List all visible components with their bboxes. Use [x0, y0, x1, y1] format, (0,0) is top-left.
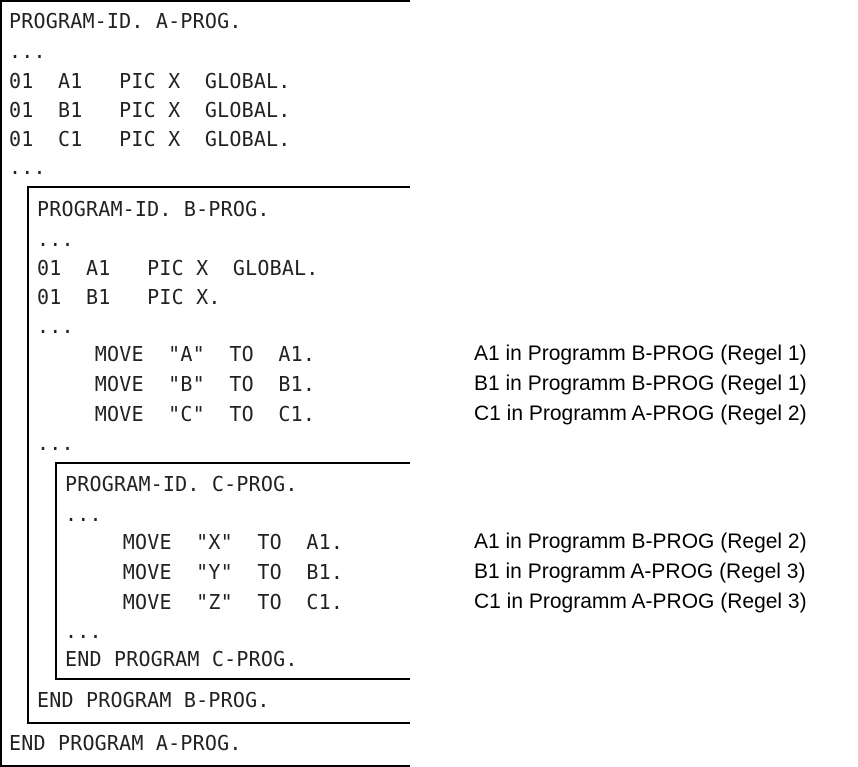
program-b-line: ... [37, 314, 74, 338]
program-b-line: 01 B1 PIC X. [37, 285, 221, 309]
program-c-end: END PROGRAM C-PROG. [65, 647, 298, 671]
program-b-line: MOVE "B" TO B1. [58, 372, 316, 396]
program-c-line: ... [65, 619, 102, 643]
annotation: B1 in Programm B-PROG (Regel 1) [474, 372, 807, 395]
program-a-line: ... [9, 39, 46, 63]
program-a-line: 01 A1 PIC X GLOBAL. [9, 69, 291, 93]
program-b-end: END PROGRAM B-PROG. [37, 688, 270, 712]
program-a-line: 01 B1 PIC X GLOBAL. [9, 98, 291, 122]
annotation: C1 in Programm A-PROG (Regel 3) [474, 590, 807, 613]
program-c-line: MOVE "X" TO A1. [86, 530, 344, 554]
program-c-header: PROGRAM-ID. C-PROG. [65, 472, 298, 496]
program-a-line: 01 C1 PIC X GLOBAL. [9, 127, 291, 151]
annotation: A1 in Programm B-PROG (Regel 2) [474, 530, 807, 553]
program-b-line: MOVE "A" TO A1. [58, 342, 316, 366]
program-c-line: MOVE "Z" TO C1. [86, 590, 344, 614]
program-a-end: END PROGRAM A-PROG. [9, 731, 242, 755]
annotation: C1 in Programm A-PROG (Regel 2) [474, 402, 807, 425]
program-a-line: ... [9, 155, 46, 179]
annotation: B1 in Programm A-PROG (Regel 3) [474, 560, 806, 583]
annotation: A1 in Programm B-PROG (Regel 1) [474, 342, 807, 365]
program-b-line: ... [37, 431, 74, 455]
program-b-line: ... [37, 227, 74, 251]
program-b-header: PROGRAM-ID. B-PROG. [37, 197, 270, 221]
program-b-line: MOVE "C" TO C1. [58, 402, 316, 426]
program-b-line: 01 A1 PIC X GLOBAL. [37, 256, 319, 280]
program-a-header: PROGRAM-ID. A-PROG. [9, 9, 242, 33]
program-c-line: ... [65, 502, 102, 526]
program-c-line: MOVE "Y" TO B1. [86, 560, 344, 584]
